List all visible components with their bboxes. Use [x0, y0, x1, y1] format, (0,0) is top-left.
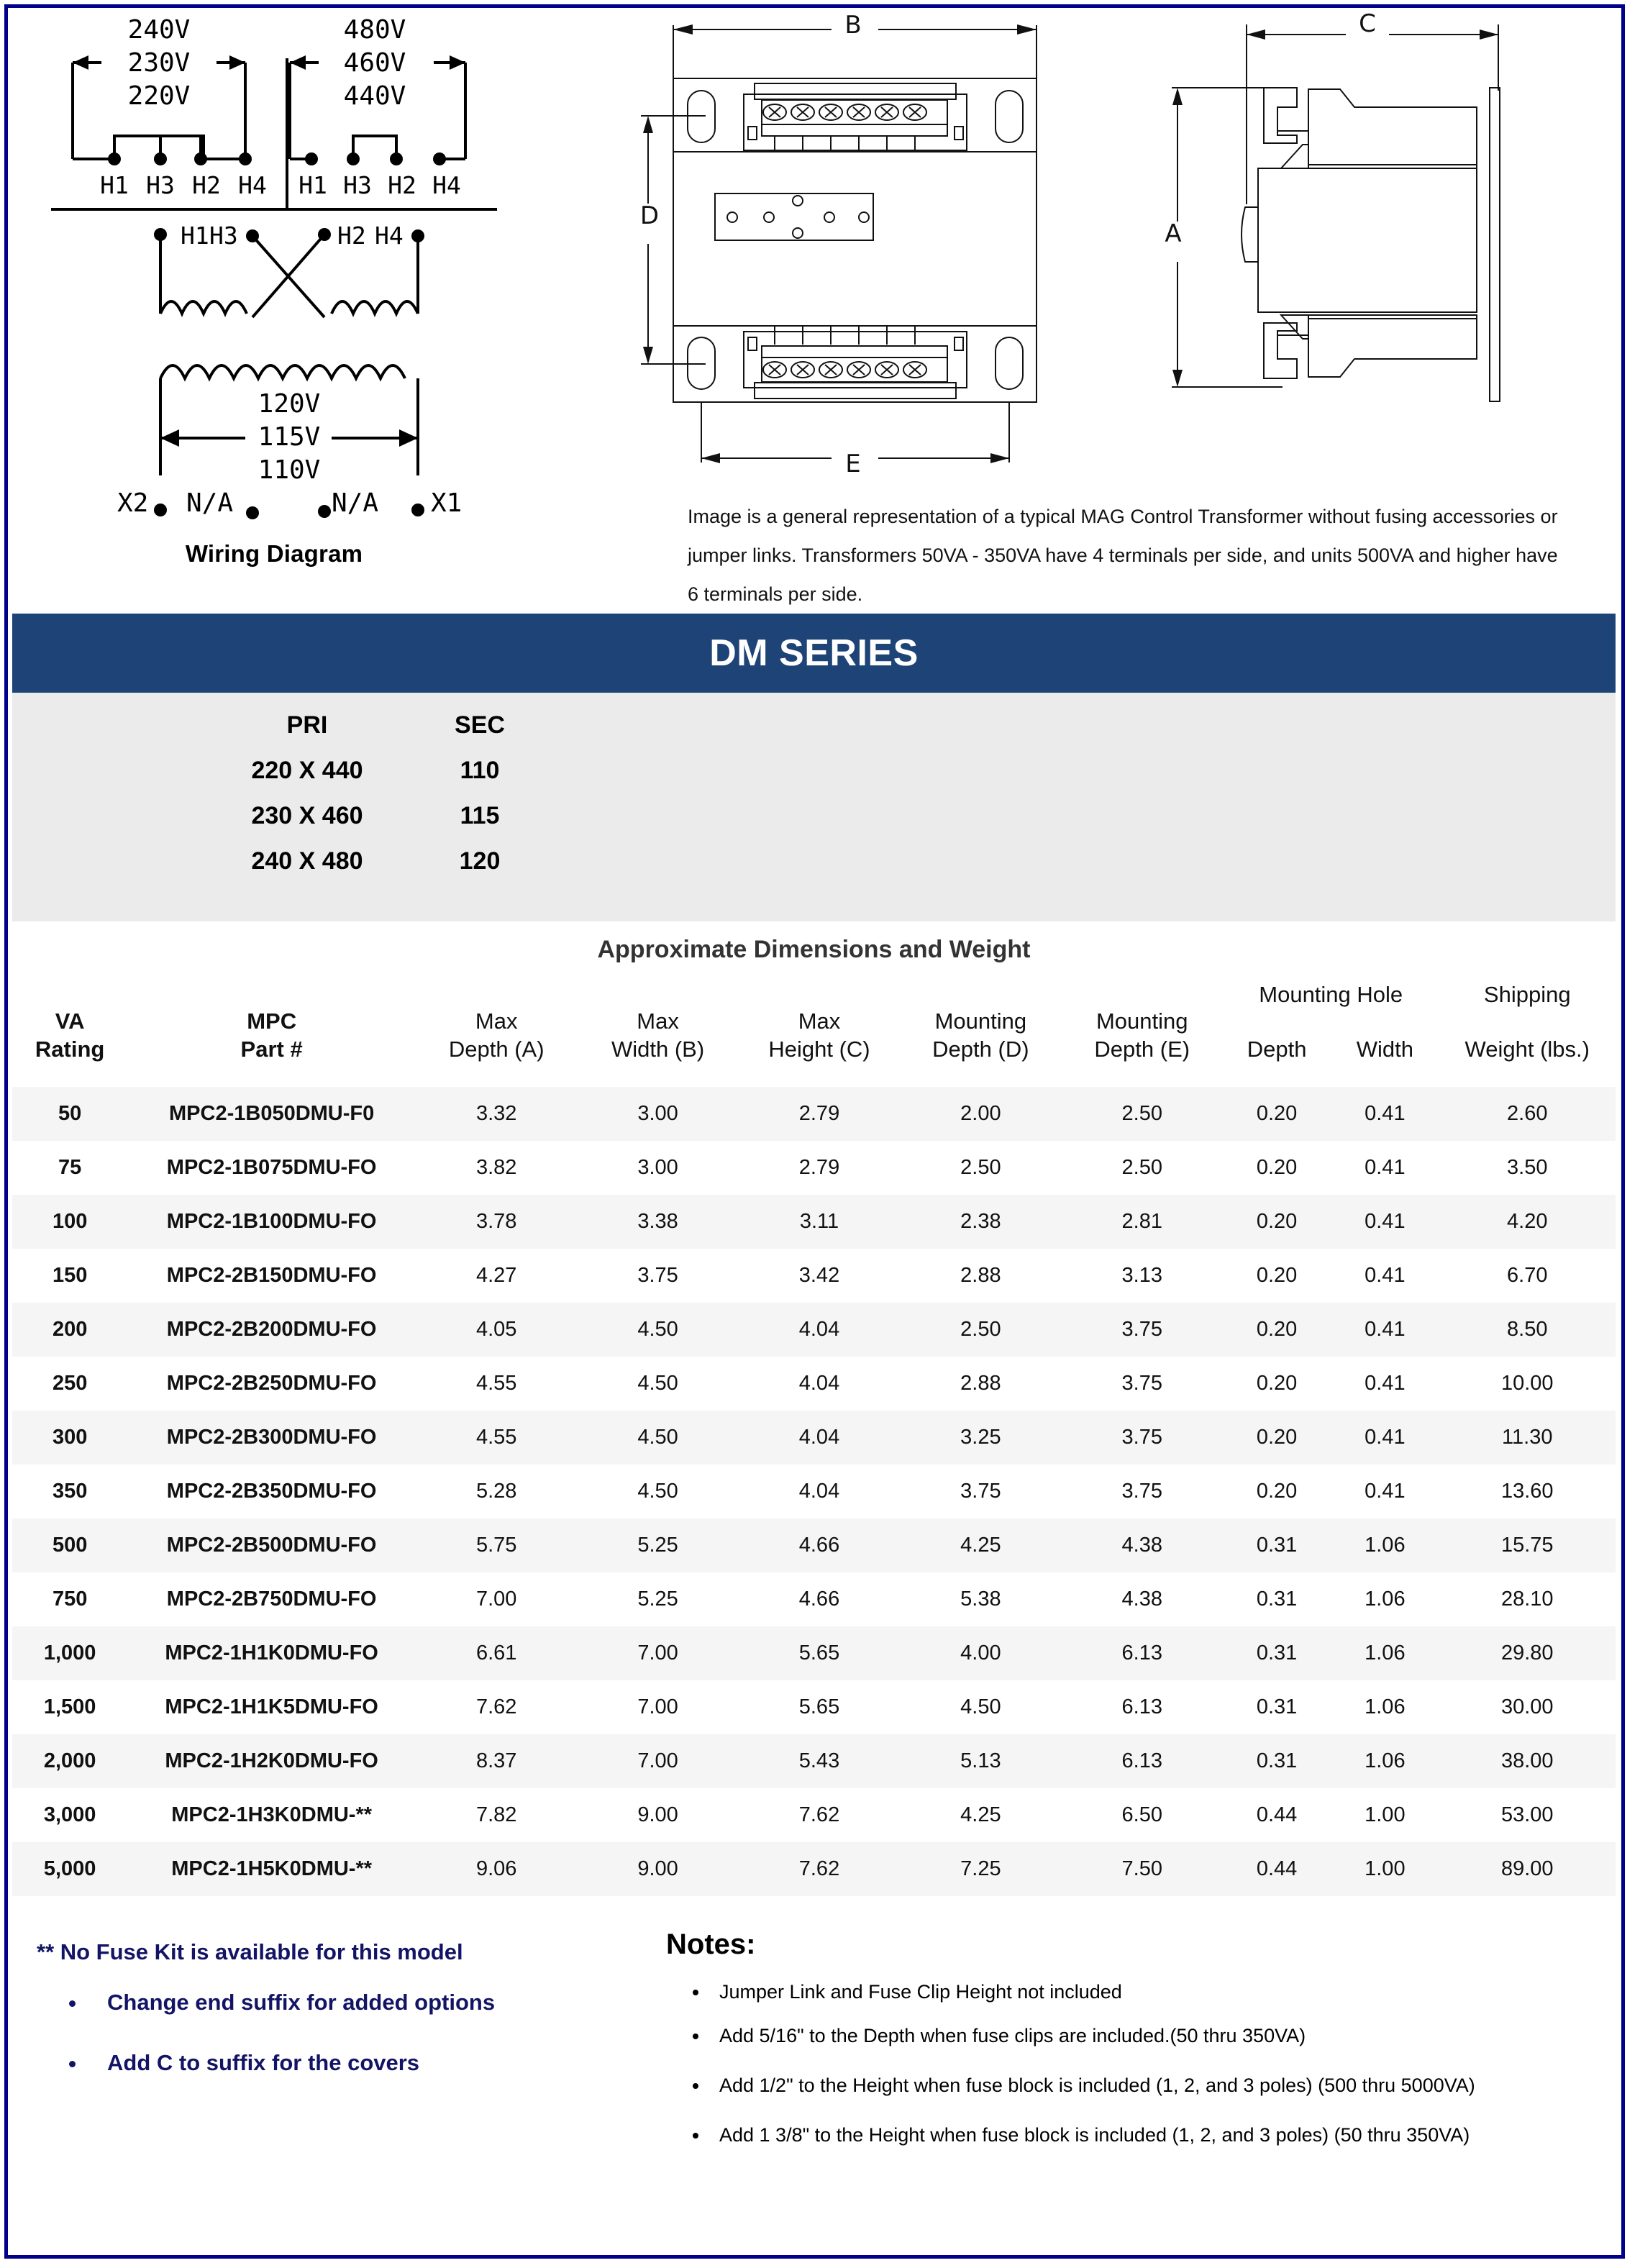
cell-max-height-c: 5.43 [798, 1749, 840, 1772]
spec-header-row [12, 1008, 1616, 1087]
cell-mounting-depth-e: 3.75 [1121, 1318, 1162, 1341]
cell-va: 1,000 [43, 1641, 96, 1664]
cell-max-width-b: 3.00 [637, 1102, 678, 1125]
cell-va: 3,000 [43, 1803, 96, 1826]
svg-text:H4: H4 [238, 171, 267, 199]
transformer-front-view [634, 15, 1080, 490]
cell-hole-width: 1.06 [1365, 1534, 1406, 1557]
cell-hole-depth: 0.20 [1256, 1102, 1298, 1125]
cell-shipping-weight: 2.60 [1507, 1102, 1548, 1125]
cell-hole-depth: 0.20 [1256, 1156, 1298, 1179]
cell-mounting-depth-d: 4.50 [960, 1695, 1001, 1718]
cell-va: 200 [52, 1318, 88, 1341]
table-row [12, 1465, 1616, 1518]
cell-hole-depth: 0.31 [1256, 1641, 1298, 1664]
cell-max-width-b: 4.50 [637, 1372, 678, 1395]
cell-max-width-b: 9.00 [637, 1857, 678, 1880]
cell-mpc: MPC2-1B100DMU-FO [166, 1210, 377, 1233]
cell-hole-width: 0.41 [1365, 1102, 1406, 1125]
cell-hole-depth: 0.20 [1256, 1318, 1298, 1341]
cell-max-depth-a: 3.32 [475, 1102, 517, 1125]
cell-shipping-weight: 30.00 [1500, 1695, 1554, 1718]
cell-mounting-depth-d: 3.25 [960, 1426, 1001, 1449]
spec-col-header-line1: Max [475, 1008, 518, 1034]
svg-text:H3: H3 [343, 171, 372, 199]
transformer-side-view [1130, 12, 1533, 443]
cell-mpc: MPC2-1H5K0DMU-** [171, 1857, 373, 1880]
cell-mounting-depth-e: 2.50 [1121, 1102, 1162, 1125]
cell-mounting-depth-d: 2.38 [960, 1210, 1001, 1233]
cell-max-height-c: 7.62 [798, 1803, 840, 1826]
dim-label-E: E [845, 450, 861, 478]
spec-col-header-line1 [1223, 1008, 1331, 1036]
cell-mounting-depth-d: 7.25 [960, 1857, 1001, 1880]
svg-text:H1: H1 [299, 171, 327, 199]
dim-label-C: C [1359, 12, 1376, 38]
cell-mounting-depth-e: 6.13 [1121, 1641, 1162, 1664]
spec-col-header [1331, 1008, 1439, 1087]
cell-hole-width: 0.41 [1365, 1426, 1406, 1449]
drawings-area [8, 8, 1621, 605]
spec-col-header [416, 1008, 577, 1087]
table-row [12, 1626, 1616, 1680]
cell-max-depth-a: 7.82 [475, 1803, 517, 1826]
note-item: • Add C to suffix for the covers [87, 2050, 670, 2076]
cell-mounting-depth-e: 6.13 [1121, 1749, 1162, 1772]
pri-header: PRI [286, 711, 328, 739]
cell-hole-depth: 0.31 [1256, 1695, 1298, 1718]
svg-text:H1: H1 [100, 171, 129, 199]
cell-max-width-b: 3.75 [637, 1264, 678, 1287]
cell-max-depth-a: 4.05 [475, 1318, 517, 1341]
wiring-diagram [37, 15, 511, 533]
table-row [12, 1357, 1616, 1411]
spec-col-header-line2: Depth [1247, 1036, 1307, 1062]
sec-value: 120 [459, 847, 501, 875]
voltage-460: 460V [343, 48, 406, 78]
cell-max-depth-a: 4.55 [475, 1372, 517, 1395]
cell-shipping-weight: 11.30 [1502, 1426, 1553, 1449]
cell-max-depth-a: 3.82 [475, 1156, 517, 1179]
cell-max-width-b: 5.25 [637, 1534, 678, 1557]
table-row [12, 1195, 1616, 1249]
cell-max-width-b: 4.50 [637, 1426, 678, 1449]
spec-table-wrap [12, 965, 1616, 1896]
pri-value: 230 X 460 [251, 802, 363, 829]
cell-shipping-weight: 89.00 [1500, 1857, 1554, 1880]
cell-max-height-c: 4.04 [798, 1426, 840, 1449]
group-spacer [12, 965, 1223, 1008]
cell-shipping-weight: 53.00 [1500, 1803, 1554, 1826]
series-banner [12, 614, 1616, 693]
svg-text:H3: H3 [209, 222, 238, 250]
pri-value: 240 X 480 [251, 847, 363, 875]
notes-left-block [37, 1939, 670, 2110]
spec-col-header [1062, 1008, 1223, 1087]
note-item: • Add 1 3/8" to the Height when fuse block is included (1, 2, and 3 poles) (50 thru 350VA) [709, 2123, 1594, 2148]
cell-hole-width: 0.41 [1365, 1264, 1406, 1287]
cell-max-width-b: 3.38 [637, 1210, 678, 1233]
pri-sec-row [199, 748, 545, 793]
spec-col-header [1439, 1008, 1616, 1087]
cell-shipping-weight: 3.50 [1507, 1156, 1548, 1179]
spec-col-header-line1: MPC [247, 1008, 297, 1034]
cell-hole-width: 0.41 [1365, 1372, 1406, 1395]
notes-left-list [37, 1990, 670, 2076]
cell-mpc: MPC2-1H2K0DMU-FO [165, 1749, 378, 1772]
series-title: DM SERIES [709, 632, 919, 674]
svg-text:H2: H2 [192, 171, 221, 199]
cell-va: 500 [52, 1534, 88, 1557]
cell-hole-depth: 0.20 [1256, 1264, 1298, 1287]
spec-col-header [739, 1008, 900, 1087]
cell-mounting-depth-e: 3.75 [1121, 1426, 1162, 1449]
spec-col-header-line1: VA [55, 1008, 85, 1034]
table-row [12, 1303, 1616, 1357]
cell-mpc: MPC2-2B200DMU-FO [166, 1318, 377, 1341]
svg-text:H4: H4 [432, 171, 461, 199]
voltage-115: 115V [258, 422, 321, 452]
svg-text:X2: X2 [117, 488, 149, 518]
notes-right-list [666, 1980, 1594, 2148]
svg-text:H2: H2 [388, 171, 416, 199]
cell-mpc: MPC2-2B500DMU-FO [166, 1534, 377, 1557]
cell-max-width-b: 7.00 [637, 1749, 678, 1772]
cell-shipping-weight: 15.75 [1500, 1534, 1554, 1557]
cell-mounting-depth-e: 6.50 [1121, 1803, 1162, 1826]
cell-va: 100 [52, 1210, 88, 1233]
cell-max-height-c: 3.42 [798, 1264, 840, 1287]
pri-sec-block [12, 693, 1616, 921]
dim-label-A: A [1165, 219, 1182, 248]
voltage-480: 480V [343, 15, 406, 45]
cell-va: 300 [52, 1426, 88, 1449]
voltage-240: 240V [127, 15, 191, 45]
table-row [12, 1788, 1616, 1842]
cell-shipping-weight: 4.20 [1507, 1210, 1548, 1233]
spec-col-header-line1: Mounting [1095, 1008, 1188, 1034]
cell-max-height-c: 4.66 [798, 1588, 840, 1611]
cell-max-height-c: 5.65 [798, 1641, 840, 1664]
svg-text:H2: H2 [337, 222, 366, 250]
cell-mpc: MPC2-1B075DMU-FO [166, 1156, 377, 1179]
dim-label-D: D [639, 201, 660, 230]
cell-mounting-depth-e: 6.13 [1121, 1695, 1162, 1718]
cell-max-width-b: 7.00 [637, 1695, 678, 1718]
cell-max-depth-a: 9.06 [475, 1857, 517, 1880]
spec-col-header-line1: Mounting [934, 1008, 1027, 1034]
svg-text:H4: H4 [375, 222, 404, 250]
datasheet-page [4, 4, 1625, 2259]
cell-max-width-b: 9.00 [637, 1803, 678, 1826]
table-row [12, 1572, 1616, 1626]
cell-hole-depth: 0.31 [1256, 1749, 1298, 1772]
cell-max-width-b: 4.50 [637, 1318, 678, 1341]
voltage-120: 120V [258, 389, 321, 419]
image-note: Image is a general representation of a typical MAG Control Transformer without fusing accessories or jumper links. Transformers 50VA - 350VA have 4 terminals per side, and units 500VA and higher have 6 terminals per side. [688, 506, 1558, 605]
table-row [12, 1141, 1616, 1195]
cell-hole-depth: 0.44 [1256, 1857, 1298, 1880]
cell-va: 350 [52, 1480, 88, 1503]
sec-value: 115 [460, 802, 500, 829]
cell-mounting-depth-d: 2.88 [960, 1372, 1001, 1395]
spec-col-header-line1 [1331, 1008, 1439, 1036]
cell-max-height-c: 4.04 [798, 1480, 840, 1503]
cell-max-height-c: 4.04 [798, 1318, 840, 1341]
cell-mounting-depth-e: 4.38 [1121, 1588, 1162, 1611]
svg-text:N/A: N/A [332, 488, 379, 518]
cell-mounting-depth-d: 5.13 [960, 1749, 1001, 1772]
svg-text:H3: H3 [146, 171, 175, 199]
no-fuse-kit-note: ** No Fuse Kit is available for this model [37, 1939, 463, 1964]
cell-hole-depth: 0.44 [1256, 1803, 1298, 1826]
cell-mpc: MPC2-1B050DMU-F0 [169, 1102, 375, 1125]
svg-text:N/A: N/A [186, 488, 234, 518]
cell-mounting-depth-d: 3.75 [960, 1480, 1001, 1503]
cell-hole-width: 0.41 [1365, 1156, 1406, 1179]
cell-max-depth-a: 6.61 [475, 1641, 517, 1664]
spec-col-header [127, 1008, 416, 1087]
cell-mpc: MPC2-2B300DMU-FO [166, 1426, 377, 1449]
cell-mounting-depth-d: 4.25 [960, 1534, 1001, 1557]
cell-max-width-b: 5.25 [637, 1588, 678, 1611]
voltage-220: 220V [127, 81, 191, 111]
cell-max-width-b: 4.50 [637, 1480, 678, 1503]
cell-hole-depth: 0.20 [1256, 1210, 1298, 1233]
cell-mounting-depth-e: 2.50 [1121, 1156, 1162, 1179]
spec-table [12, 965, 1616, 1896]
svg-text:H1: H1 [181, 222, 209, 250]
voltage-230: 230V [127, 48, 191, 78]
cell-hole-width: 1.00 [1365, 1857, 1406, 1880]
cell-hole-width: 1.06 [1365, 1695, 1406, 1718]
note-item: • Change end suffix for added options [87, 1990, 670, 2016]
cell-hole-depth: 0.31 [1256, 1534, 1298, 1557]
wiring-diagram-caption: Wiring Diagram [185, 540, 363, 567]
cell-max-height-c: 4.04 [798, 1372, 840, 1395]
table-row [12, 1518, 1616, 1572]
cell-mpc: MPC2-1H1K5DMU-FO [165, 1695, 378, 1718]
cell-mounting-depth-e: 4.38 [1121, 1534, 1162, 1557]
notes-heading: Notes: [666, 1928, 756, 1960]
cell-max-depth-a: 8.37 [475, 1749, 517, 1772]
cell-shipping-weight: 10.00 [1500, 1372, 1554, 1395]
cell-shipping-weight: 38.00 [1500, 1749, 1554, 1772]
spec-col-header-line2: Depth (E) [1094, 1036, 1190, 1062]
cell-max-width-b: 7.00 [637, 1641, 678, 1664]
cell-max-depth-a: 7.00 [475, 1588, 517, 1611]
spec-col-header-line2: Depth (A) [448, 1036, 545, 1062]
cell-hole-depth: 0.31 [1256, 1588, 1298, 1611]
spec-col-header [577, 1008, 738, 1087]
cell-mpc: MPC2-2B150DMU-FO [166, 1264, 377, 1287]
cell-va: 75 [58, 1156, 82, 1179]
cell-hole-width: 0.41 [1365, 1318, 1406, 1341]
pri-sec-table [199, 703, 545, 884]
cell-mpc: MPC2-1H3K0DMU-** [171, 1803, 373, 1826]
cell-max-width-b: 3.00 [637, 1156, 678, 1179]
table-row [12, 1734, 1616, 1788]
cell-shipping-weight: 8.50 [1507, 1318, 1548, 1341]
group-mounting-hole: Mounting Hole [1259, 982, 1403, 1007]
spec-col-header [1223, 1008, 1331, 1087]
cell-mounting-depth-d: 4.25 [960, 1803, 1001, 1826]
cell-max-height-c: 3.11 [799, 1210, 839, 1233]
table-row [12, 1842, 1616, 1896]
spec-col-header-line2: Height (C) [768, 1036, 870, 1062]
cell-hole-depth: 0.20 [1256, 1426, 1298, 1449]
cell-mpc: MPC2-1H1K0DMU-FO [165, 1641, 378, 1664]
cell-max-height-c: 2.79 [798, 1102, 840, 1125]
cell-shipping-weight: 13.60 [1500, 1480, 1554, 1503]
table-row [12, 1411, 1616, 1465]
note-item: • Jumper Link and Fuse Clip Height not included [709, 1980, 1594, 2005]
cell-va: 1,500 [43, 1695, 96, 1718]
spec-table-title: Approximate Dimensions and Weight [597, 936, 1031, 963]
cell-max-depth-a: 5.28 [475, 1480, 517, 1503]
cell-hole-width: 1.06 [1365, 1749, 1406, 1772]
cell-hole-width: 1.06 [1365, 1588, 1406, 1611]
pri-value: 220 X 440 [251, 757, 363, 784]
cell-mpc: MPC2-2B350DMU-FO [166, 1480, 377, 1503]
table-row [12, 1249, 1616, 1303]
cell-mounting-depth-e: 3.13 [1121, 1264, 1162, 1287]
cell-max-depth-a: 7.62 [475, 1695, 517, 1718]
cell-va: 5,000 [43, 1857, 96, 1880]
voltage-440: 440V [343, 81, 406, 111]
pri-sec-row [199, 793, 545, 839]
cell-mounting-depth-e: 3.75 [1121, 1372, 1162, 1395]
cell-va: 2,000 [43, 1749, 96, 1772]
table-row [12, 1680, 1616, 1734]
pri-sec-row [199, 839, 545, 884]
cell-max-height-c: 7.62 [798, 1857, 840, 1880]
spec-col-header-line2: Weight (lbs.) [1464, 1036, 1590, 1062]
cell-max-depth-a: 4.27 [475, 1264, 517, 1287]
cell-max-depth-a: 4.55 [475, 1426, 517, 1449]
cell-mounting-depth-d: 2.50 [960, 1318, 1001, 1341]
spec-col-header-line2: Width (B) [611, 1036, 705, 1062]
spec-col-header-line1: Max [637, 1008, 679, 1034]
cell-hole-width: 1.06 [1365, 1641, 1406, 1664]
cell-shipping-weight: 6.70 [1507, 1264, 1548, 1287]
table-row [12, 1087, 1616, 1141]
note-item: • Add 1/2" to the Height when fuse block is included (1, 2, and 3 poles) (500 thru 5000VA) [709, 2073, 1594, 2098]
cell-hole-width: 0.41 [1365, 1210, 1406, 1233]
cell-mounting-depth-d: 2.50 [960, 1156, 1001, 1179]
cell-max-depth-a: 3.78 [475, 1210, 517, 1233]
svg-text:X1: X1 [431, 488, 463, 518]
cell-hole-depth: 0.20 [1256, 1480, 1298, 1503]
cell-mounting-depth-d: 5.38 [960, 1588, 1001, 1611]
spec-col-header-line2: Depth (D) [932, 1036, 1029, 1062]
spec-col-header [900, 1008, 1061, 1087]
cell-hole-width: 0.41 [1365, 1480, 1406, 1503]
voltage-110: 110V [258, 455, 321, 485]
cell-va: 50 [58, 1102, 82, 1125]
cell-max-height-c: 2.79 [798, 1156, 840, 1179]
spec-col-header-line1 [1439, 1008, 1616, 1036]
cell-shipping-weight: 28.10 [1500, 1588, 1554, 1611]
notes-right-block [666, 1928, 1594, 2167]
cell-max-height-c: 4.66 [798, 1534, 840, 1557]
cell-mpc: MPC2-2B750DMU-FO [166, 1588, 377, 1611]
group-shipping: Shipping [1483, 982, 1571, 1007]
sec-header: SEC [455, 711, 505, 739]
cell-max-height-c: 5.65 [798, 1695, 840, 1718]
spec-col-header-line1: Max [798, 1008, 841, 1034]
cell-va: 150 [52, 1264, 88, 1287]
spec-col-header-line2: Width [1356, 1036, 1413, 1062]
cell-mpc: MPC2-2B250DMU-FO [166, 1372, 377, 1395]
cell-mounting-depth-d: 4.00 [960, 1641, 1001, 1664]
cell-mounting-depth-d: 2.88 [960, 1264, 1001, 1287]
cell-va: 750 [52, 1588, 88, 1611]
note-item: • Add 5/16" to the Depth when fuse clips are included.(50 thru 350VA) [709, 2023, 1594, 2049]
cell-hole-depth: 0.20 [1256, 1372, 1298, 1395]
pri-sec-header-row [199, 703, 545, 748]
cell-mounting-depth-e: 2.81 [1121, 1210, 1162, 1233]
spec-group-header-row [12, 965, 1616, 1008]
sec-value: 110 [460, 757, 500, 784]
spec-col-header-line2: Part # [240, 1036, 303, 1062]
cell-max-depth-a: 5.75 [475, 1534, 517, 1557]
cell-mounting-depth-e: 3.75 [1121, 1480, 1162, 1503]
cell-hole-width: 1.00 [1365, 1803, 1406, 1826]
cell-mounting-depth-d: 2.00 [960, 1102, 1001, 1125]
cell-shipping-weight: 29.80 [1500, 1641, 1554, 1664]
cell-va: 250 [52, 1372, 88, 1395]
dim-label-B: B [844, 15, 862, 40]
spec-col-header [12, 1008, 127, 1087]
cell-mounting-depth-e: 7.50 [1121, 1857, 1162, 1880]
spec-col-header-line2: Rating [35, 1036, 105, 1062]
